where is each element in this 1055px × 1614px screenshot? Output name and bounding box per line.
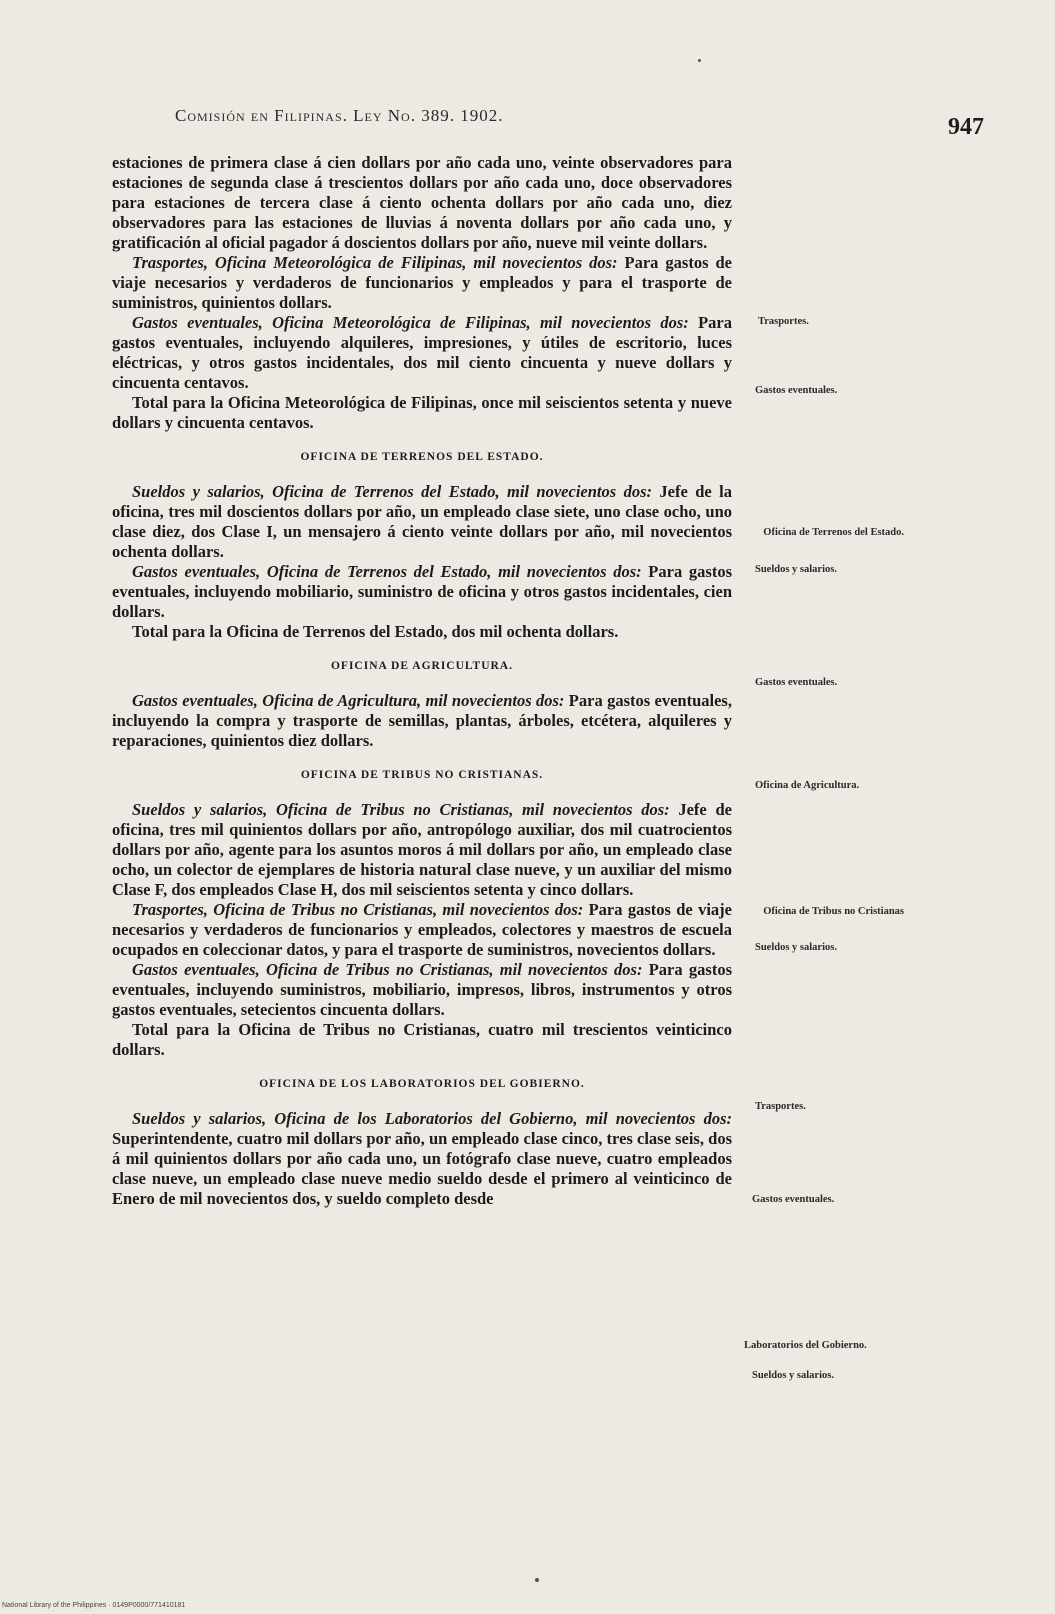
paragraph-lead: Gastos eventuales, Oficina de Agricultura, mil novecientos dos: [132,691,565,710]
paragraph-text: Para gastos de viaje necesarios y verdaderos de funcionarios y empleados y para el trasporte de suministros, quinientos dollars. [112,253,732,312]
side-note: Trasportes. [755,1101,806,1112]
section-heading: OFICINA DE TERRENOS DEL ESTADO. [300,451,544,463]
side-note: Gastos eventuales. [755,385,838,396]
paragraph-lead: Gastos eventuales, Oficina de Tribus no Cristianas, mil novecientos dos: [132,960,643,979]
paragraph-text: Para gastos de viaje necesarios y verdaderos de funcionarios y empleados, colectores y maestros de escuela ocupados en coleccionar datos, y para el trasporte de suministros, novecientos dollars. [112,900,732,959]
paragraph [112,1109,732,1209]
paragraph-lead: Sueldos y salarios, Oficina de Terrenos del Estado, mil novecientos dos: [132,482,652,501]
paragraph [112,313,732,393]
paragraph-lead: Gastos eventuales, Oficina Meteorológica de Filipinas, mil novecientos dos: [132,313,689,332]
side-note: Oficina de Tribus no Cristianas [763,906,904,917]
paragraph [112,960,732,1020]
page-number: 947 [948,114,984,140]
side-note: Sueldos y salarios. [752,1370,834,1381]
side-note: Trasportes. [758,316,809,327]
paragraph-text: Total para la Oficina de Terrenos del Estado, dos mil ochenta dollars. [132,622,619,641]
paragraph-text: Para gastos eventuales, incluyendo mobiliario, suministro de oficina y otros gastos incidentales, cien dollars. [112,562,732,621]
side-note: Oficina de Agricultura. [755,780,860,791]
side-note: Gastos eventuales. [755,677,838,688]
paragraph-text: Jefe de oficina, tres mil quinientos dollars por año, antropólogo auxiliar, dos mil cuatrocientos dollars por año, agente para los asuntos moros á mil dollars por año, un empleado clase ocho, un colector de ejemplares de historia natural clase nueve, y un auxiliar del mismo Clase F, dos empleados Clase H, dos mil seiscientos setenta y cinco dollars. [112,800,732,899]
paragraph [112,622,732,642]
paragraph-text: Para gastos eventuales, incluyendo la compra y trasporte de semillas, plantas, árboles, etcétera, alquileres y reparaciones, quinientos diez dollars. [112,691,732,750]
paragraph [112,393,732,433]
paragraph [112,153,732,253]
paragraph [112,800,732,900]
body-text [112,153,732,1209]
paragraph [112,1020,732,1060]
scan-credit: National Library of the Philippines · 0149P0000/771410181 [2,1602,186,1609]
paragraph [112,900,732,960]
paragraph [112,562,732,622]
paragraph-lead: Trasportes, Oficina Meteorológica de Filipinas, mil novecientos dos: [132,253,618,272]
paragraph-text: Jefe de la oficina, tres mil doscientos dollars por año, un empleado clase siete, uno clase ocho, uno clase diez, dos Clase I, un mensajero á ciento veinte dollars por año, mil novecientos ochenta dollars. [112,482,732,561]
paragraph-lead: Gastos eventuales, Oficina de Terrenos del Estado, mil novecientos dos: [132,562,642,581]
paragraph [112,691,732,751]
side-note: Sueldos y salarios. [755,942,837,953]
paragraph-text: Superintendente, cuatro mil dollars por año, un empleado clase cinco, tres clase seis, dos á mil quinientos dollars por año cada uno, un fotógrafo clase nueve, cuatro empleados clase nueve, un empleado clase nueve medio sueldo desde el primero al veinticinco de Enero de mil novecientos dos, y sueldo completo desde [112,1129,732,1208]
paragraph-text: Para gastos eventuales, incluyendo suministros, mobiliario, impresos, libros, instrumentos y otros gastos eventuales, setecientos cincuenta dollars. [112,960,732,1019]
running-head: Comisión en Filipinas. Ley No. 389. 1902. [175,106,504,125]
side-note: Oficina de Terrenos del Estado. [763,527,904,538]
side-note: Gastos eventuales. [752,1194,835,1205]
speck [698,59,701,62]
paragraph-lead: Sueldos y salarios, Oficina de Tribus no Cristianas, mil novecientos dos: [132,800,670,819]
paragraph-text: Total para la Oficina Meteorológica de Filipinas, once mil seiscientos setenta y nueve dollars y cincuenta centavos. [112,393,732,432]
paragraph-lead: Sueldos y salarios, Oficina de los Laboratorios del Gobierno, mil novecientos dos: [132,1109,732,1128]
paragraph-lead: Trasportes, Oficina de Tribus no Cristianas, mil novecientos dos: [132,900,584,919]
section-heading: OFICINA DE TRIBUS NO CRISTIANAS. [300,769,544,781]
paragraph [112,253,732,313]
side-note: Sueldos y salarios. [755,564,837,575]
section-heading: OFICINA DE AGRICULTURA. [330,660,513,672]
side-note: Laboratorios del Gobierno. [744,1340,867,1351]
paragraph-text: Para gastos eventuales, incluyendo alquileres, impresiones, y útiles de escritorio, luces eléctricas, y otros gastos incidentales, dos mil ciento cincuenta y nueve dollars y cincuenta centavos. [112,313,732,392]
paragraph-text: estaciones de primera clase á cien dollars por año cada uno, veinte observadores para estaciones de segunda clase á trescientos dollars por año cada uno, doce observadores para estaciones de tercera clase á ciento ochenta dollars por año cada uno, diez observadores para las estaciones de lluvias á noventa dollars por año cada uno, y gratificación al oficial pagador á doscientos dollars por año, nueve mil veinte dollars. [112,153,732,252]
paragraph-text: Total para la Oficina de Tribus no Cristianas, cuatro mil trescientos veinticinco dollars. [112,1020,732,1059]
speck [535,1578,539,1582]
section-heading: OFICINA DE LOS LABORATORIOS DEL GOBIERNO. [259,1078,585,1090]
paragraph [112,482,732,562]
